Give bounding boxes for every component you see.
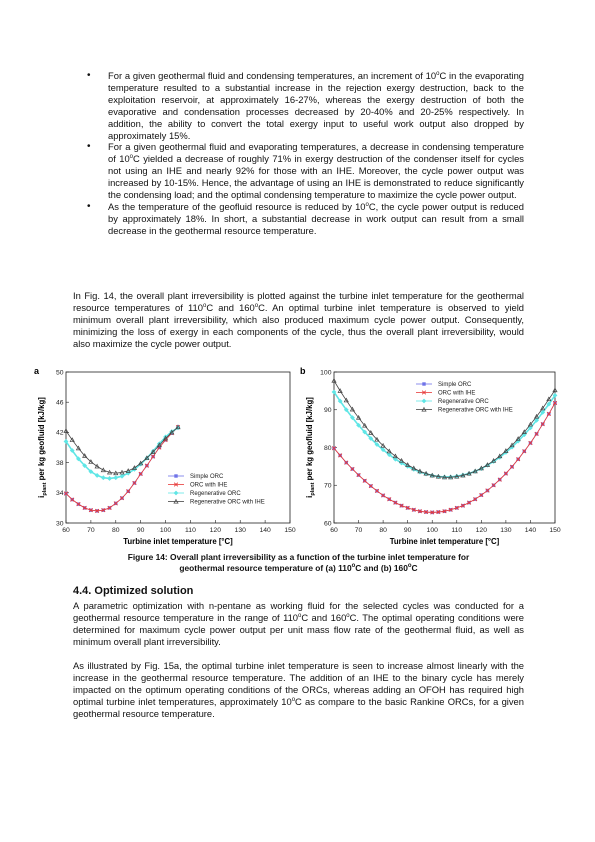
x-tick-label: 130 [234,527,246,534]
x-tick-label: 60 [330,527,338,534]
data-point [107,476,112,481]
legend-entry: Regenerative ORC [190,491,241,498]
data-point [174,491,179,496]
paragraph-fig14-intro: In Fig. 14, the overall plant irreversibility is plotted against the turbine inlet temperature for the geothermal resource temperatures of 110$^o$C and 160$^o$C. An optimal turbine inlet temperature is observed to yield minimum overall plant irreversibility, which also produced maximum cycle power output. Consequently, minimizing the loss of exergy in each components of the cycle, thus the overall plant irreversibility, would also maximize the cycle power output. [73,290,524,349]
x-tick-label: 90 [403,527,412,534]
y-axis-label [305,397,316,498]
x-tick-label: 70 [87,527,95,534]
x-tick-label: 70 [354,527,363,534]
panel-label: b [300,366,306,376]
data-point [422,382,425,385]
y-tick-label: 42 [55,429,64,437]
data-point [113,475,118,480]
data-point [422,399,427,404]
bullet-dot: • [87,141,91,153]
x-tick-label: 60 [62,527,70,534]
x-tick-label: 150 [549,527,561,534]
bullet-dot: • [87,200,91,212]
y-tick-label: 70 [323,482,332,490]
legend [168,474,265,506]
y-tick-label: 46 [55,399,64,407]
y-tick-label: 90 [323,407,332,415]
bullet-item: • For a given geothermal fluid and condensing temperatures, an increment of 10$^o$C in the evaporating temperature resulted to a substantial increase in the rejection exergy destruction, back to the exploitation reservoir, at approximately 16-27%, whereas the exergy destruction of both the evaporative and condensation processes decreased by 20-40% and 20-25% respectively. In addition, the ability to convert the total exergy input to useful work output also dropped by approximately 15%. [87,70,524,141]
y-axis-label-text: per kg geofluid [kJ/kg] [37,397,46,483]
x-tick-label: 140 [259,527,271,534]
legend-entry: Regenerative ORC with IHE [438,407,513,414]
series-simple-orc [332,401,556,514]
data-point [101,475,106,480]
chart-panel-b [298,364,568,550]
legend-entry: Simple ORC [190,474,224,481]
series-simple-orc [64,425,179,512]
series-line [66,427,178,473]
section-heading: 4.4. Optimized solution [73,585,194,597]
figure-caption: Figure 14: Overall plant irreversibility as a function of the turbine inlet temperature for geothermal resource temperature of (a) 110$^o$C and (b) 160$^o$C [127,552,470,573]
y-axis-label-text: per kg geofluid [kJ/kg] [305,397,314,483]
y-tick-label: 50 [55,369,64,377]
bullet-item: • For a given geothermal fluid and evaporating temperatures, a decrease in condensing temperature of 10$^o$C yielded a decrease of roughly 71% in exergy destruction of the condenser itself for cycles not using an IHE and nearly 92% for those with an IHE. Moreover, the cycle power output was increased by 10-15%. Hence, the advantage of using an IHE is demonstrated to reduce significantly the condensing load; and the optimal condensing temperature to maximize the cycle power output. [87,141,524,201]
y-axis-label [37,397,48,498]
x-tick-label: 120 [475,527,488,534]
panel-label: a [34,366,40,376]
series-line [334,403,555,512]
series-orc-with-ihe [332,401,557,514]
bullet-item: • As the temperature of the geofluid resource is reduced by 10$^o$C, the cycle power output is reduced by approximately 18%. In short, a substantial decrease in work output can result from a small decrease in the geothermal resource temperature. [87,200,524,236]
y-tick-label: 100 [320,369,332,377]
bullet-dot: • [87,70,91,81]
legend-entry: Regenerative ORC [438,399,489,406]
y-axis-label-subscript: plant [310,482,316,496]
x-tick-label: 80 [111,527,120,534]
chart-panel-a [32,364,294,550]
x-tick-label: 130 [500,527,512,534]
legend-entry: ORC with IHE [438,390,476,397]
series-line [334,403,555,512]
x-tick-label: 120 [209,527,222,534]
x-tick-label: 140 [524,527,537,534]
paragraph-fig15: As illustrated by Fig. 15a, the optimal turbine inlet temperature is seen to increase almost linearly with the increase in the geothermal resource temperature. The addition of an IHE to the binary cycle has merely impacted on the optimum operating conditions of the ORCs, whereas adding an OFOH has required high optimal turbine inlet temperatures, approximately 10$^o$C as compare to the basic Rankine ORCs, for a given geothermal resource temperature. [73,660,524,719]
y-tick-label: 34 [55,490,64,498]
y-tick-label: 80 [323,444,332,452]
y-tick-label: 38 [55,459,64,467]
x-tick-label: 110 [451,527,463,534]
y-axis-label-subscript: plant [42,482,48,496]
legend-entry: Regenerative ORC with IHE [190,499,265,506]
y-tick-label: 30 [55,520,64,528]
y-axis-label-symbol: i [305,495,314,498]
x-tick-label: 150 [284,527,296,534]
x-tick-label: 90 [136,527,145,534]
x-tick-label: 110 [185,527,196,534]
x-tick-label: 100 [159,527,172,534]
x-axis-label: Turbine inlet temperature [°C] [389,537,500,546]
legend-entry: Simple ORC [438,382,472,389]
data-point [174,474,177,477]
paragraph-optimization: A parametric optimization with n-pentane as working fluid for the selected cycles was conducted for a geothermal resource temperature in the range of 110$^o$C and 160$^o$C. The optimal operating conditions were determined for maximum cycle power output per unit mass flow rate of the geothermal fluid, as well as minimum overall plant irreversibility. [73,600,524,647]
legend-entry: ORC with IHE [190,482,228,489]
results-bullet-list [88,70,524,237]
y-tick-label: 60 [323,520,332,528]
x-axis-label: Turbine inlet temperature [°C] [123,537,233,546]
series-regenerative-orc-with-ihe [64,425,180,475]
y-axis-label-symbol: i [37,495,46,498]
x-tick-label: 80 [379,527,387,534]
x-tick-label: 100 [426,527,438,534]
legend [416,382,513,414]
